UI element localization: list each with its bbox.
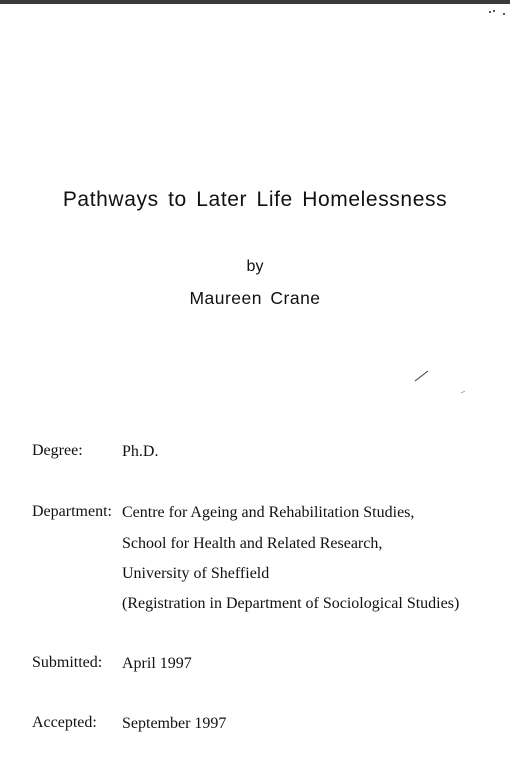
- submitted-label: Submitted:: [32, 654, 103, 671]
- degree-label: Degree:: [32, 442, 83, 459]
- department-line: School for Health and Related Research,: [122, 535, 383, 552]
- submitted-value: April 1997: [122, 655, 192, 672]
- scan-speck: [503, 13, 505, 15]
- author-name: Maureen Crane: [189, 288, 321, 308]
- thesis-title: Pathways to Later Life Homelessness: [62, 188, 448, 211]
- scan-speck: [489, 11, 491, 13]
- scan-top-border: [0, 0, 510, 4]
- accepted-label: Accepted:: [32, 714, 97, 731]
- department-label: Department:: [32, 503, 112, 520]
- stray-pen-mark: [412, 368, 472, 398]
- degree-value: Ph.D.: [122, 443, 159, 460]
- by-line: by: [246, 258, 264, 275]
- scan-speck: [493, 10, 495, 12]
- department-line: (Registration in Department of Sociological Studies): [122, 595, 460, 612]
- department-line: University of Sheffield: [122, 565, 270, 582]
- department-line: Centre for Ageing and Rehabilitation Studies,: [122, 504, 415, 521]
- accepted-value: September 1997: [122, 715, 227, 732]
